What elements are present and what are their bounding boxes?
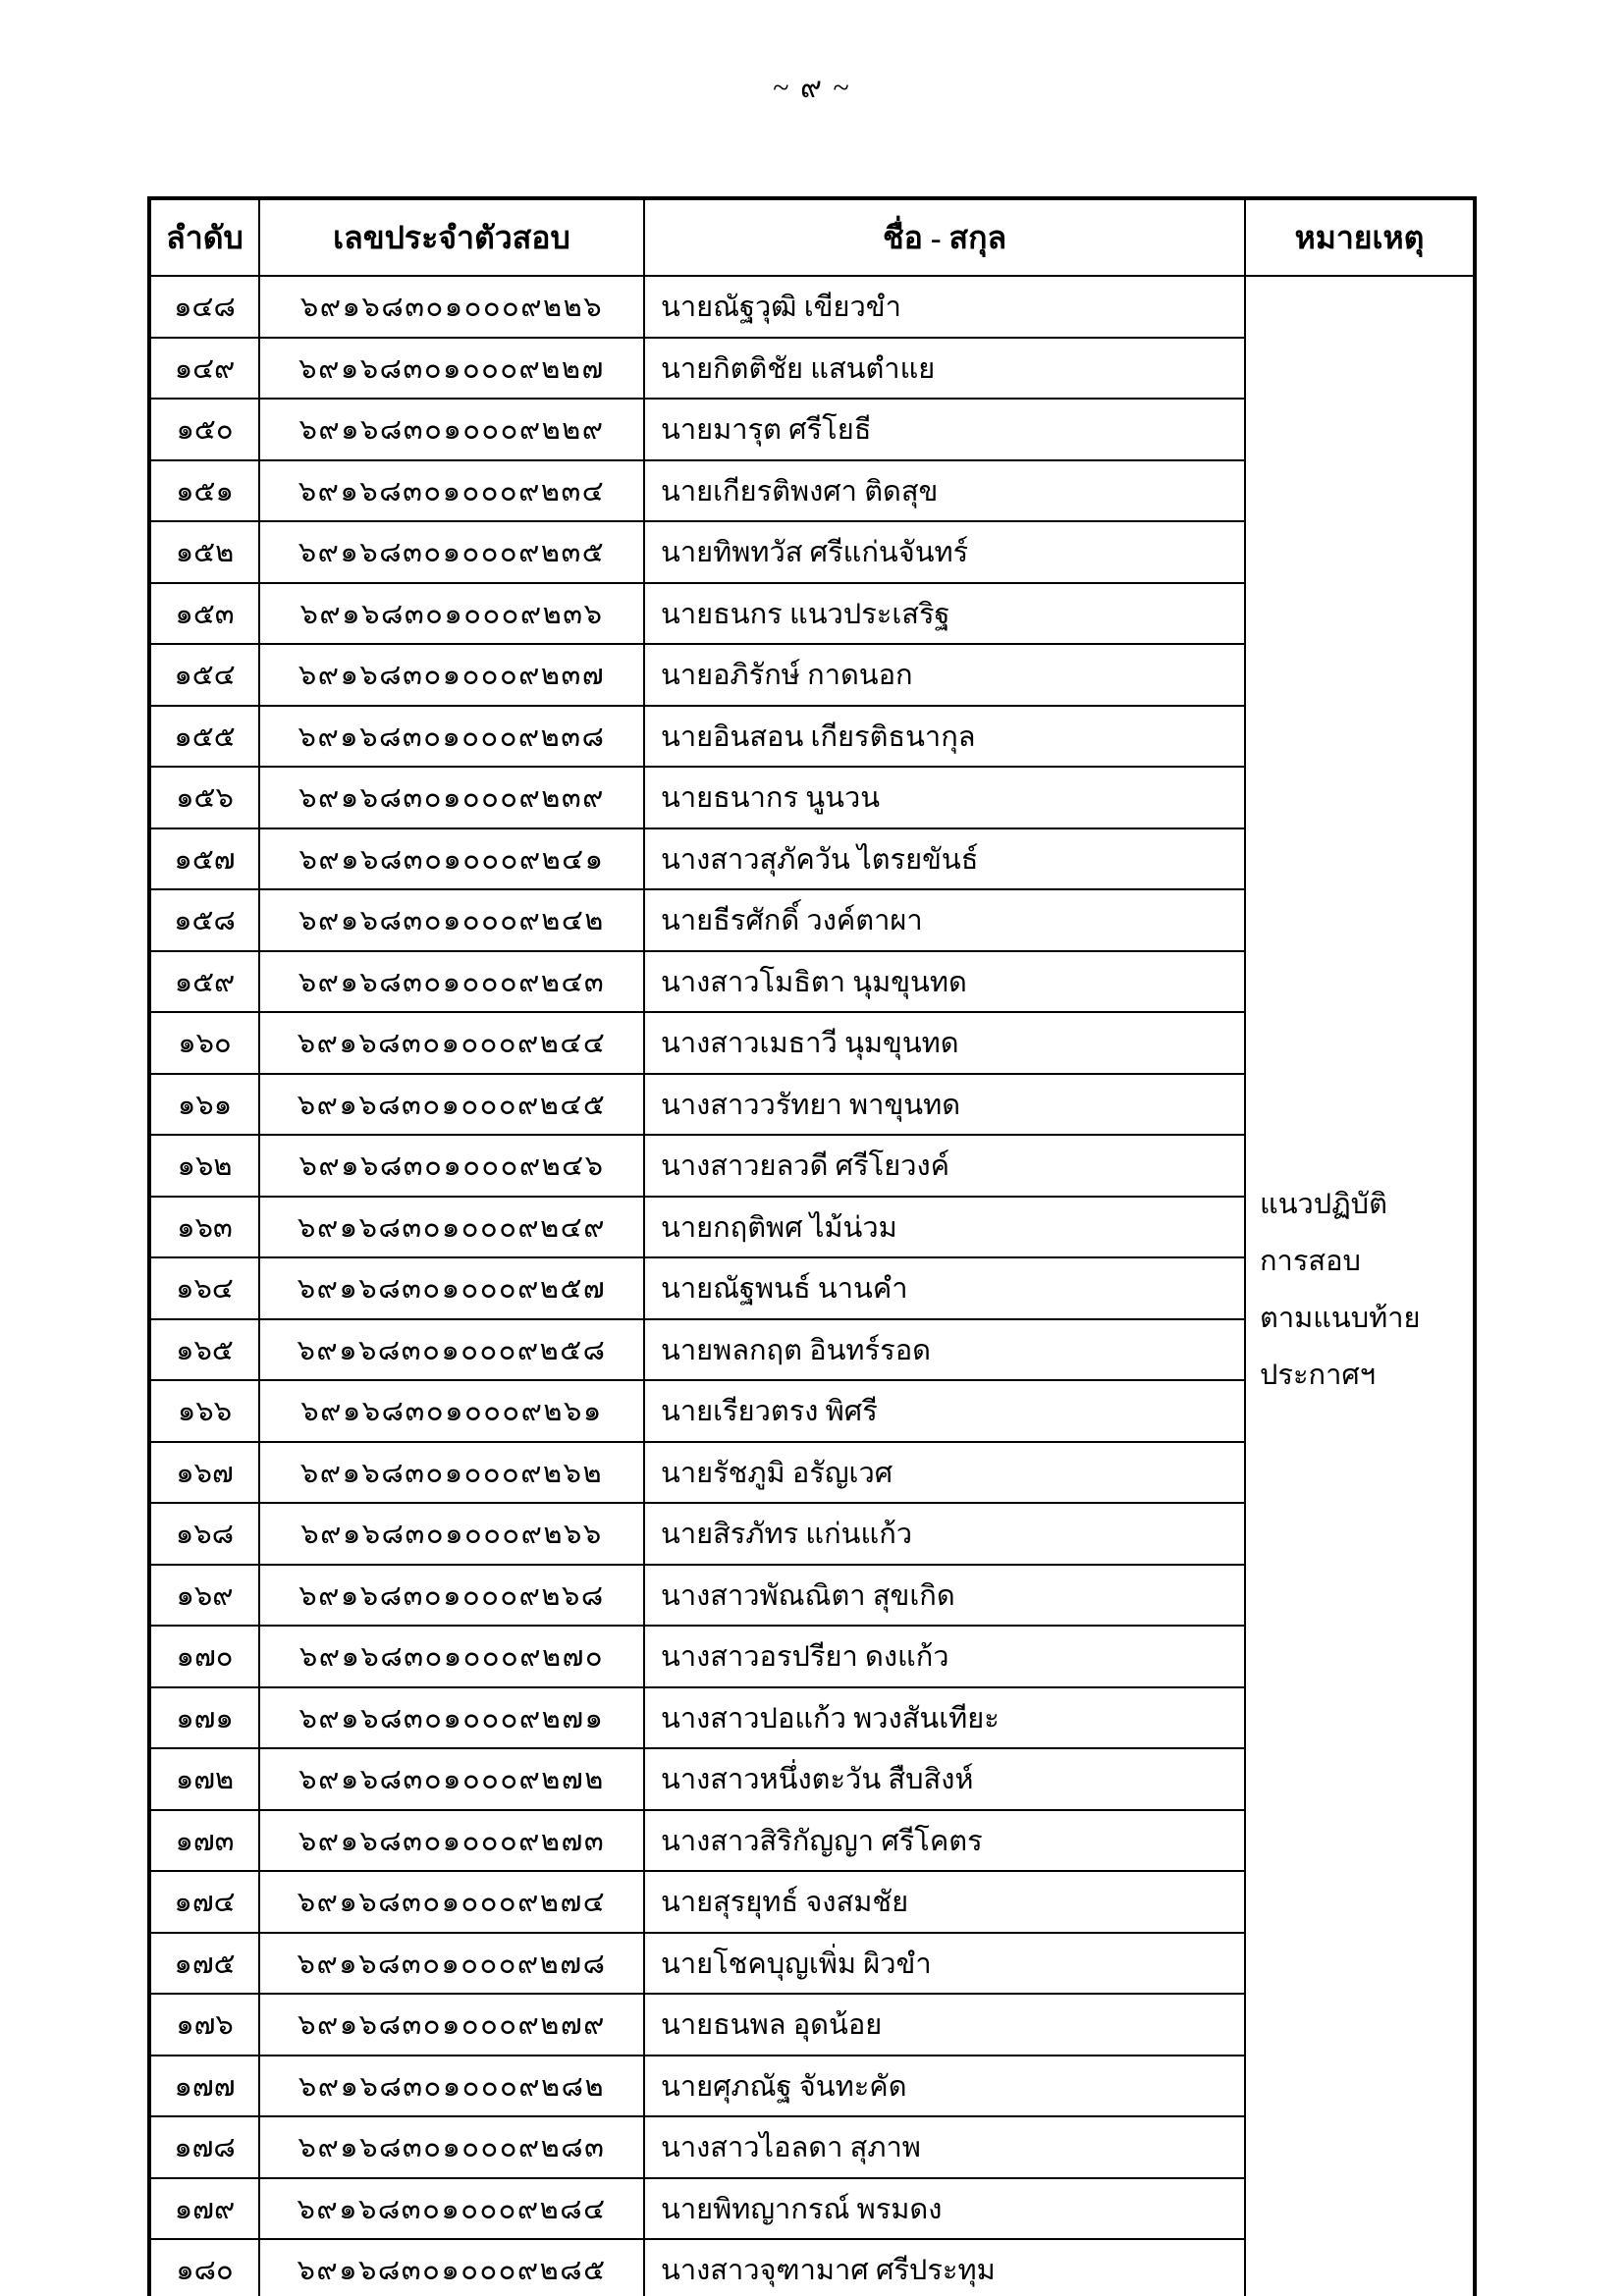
exam-id-cell: ๖๙๑๖๘๓๐๑๐๐๐๙๒๘๕	[259, 2239, 644, 2296]
exam-id-cell: ๖๙๑๖๘๓๐๑๐๐๐๙๒๖๖	[259, 1503, 644, 1565]
name-cell: นายเกียรติพงศา ติดสุข	[644, 460, 1245, 522]
exam-id-cell: ๖๙๑๖๘๓๐๑๐๐๐๙๒๔๙	[259, 1197, 644, 1258]
name-cell: นายธนกร แนวประเสริฐ	[644, 583, 1245, 645]
exam-id-cell: ๖๙๑๖๘๓๐๑๐๐๐๙๒๘๔	[259, 2178, 644, 2240]
order-cell: ๑๕๐	[149, 399, 259, 460]
order-cell: ๑๔๘	[149, 276, 259, 338]
order-cell: ๑๖๙	[149, 1565, 259, 1627]
order-cell: ๑๗๘	[149, 2116, 259, 2178]
order-cell: ๑๔๙	[149, 338, 259, 400]
order-cell: ๑๗๕	[149, 1933, 259, 1995]
name-cell: นางสาวสุภัควัน ไตรยขันธ์	[644, 828, 1245, 890]
name-cell: นายกิตติชัย แสนตำแย	[644, 338, 1245, 400]
order-cell: ๑๕๒	[149, 521, 259, 583]
exam-id-cell: ๖๙๑๖๘๓๐๑๐๐๐๙๒๒๗	[259, 338, 644, 400]
exam-id-cell: ๖๙๑๖๘๓๐๑๐๐๐๙๒๓๔	[259, 460, 644, 522]
name-cell: นายโชคบุญเพิ่ม ผิวขำ	[644, 1933, 1245, 1995]
exam-id-cell: ๖๙๑๖๘๓๐๑๐๐๐๙๒๕๗	[259, 1257, 644, 1319]
header-exam-id: เลขประจำตัวสอบ	[259, 198, 644, 276]
name-cell: นางสาวปอแก้ว พวงสันเทียะ	[644, 1687, 1245, 1749]
order-cell: ๑๗๒	[149, 1748, 259, 1810]
order-cell: ๑๕๘	[149, 889, 259, 951]
order-cell: ๑๖๒	[149, 1135, 259, 1197]
name-cell: นายศุภณัฐ จันทะคัด	[644, 2056, 1245, 2117]
order-cell: ๑๗๓	[149, 1810, 259, 1872]
name-cell: นางสาวเมธาวี นุมขุนทด	[644, 1012, 1245, 1074]
table-row	[149, 276, 1475, 338]
table-header-row	[149, 198, 1475, 276]
candidate-table	[147, 196, 1477, 2296]
header-remark: หมายเหตุ	[1245, 198, 1475, 276]
name-cell: นายทิพทวัส ศรีแก่นจันทร์	[644, 521, 1245, 583]
name-cell: นายมารุต ศรีโยธี	[644, 399, 1245, 460]
name-cell: นางสาววรัทยา พาขุนทด	[644, 1074, 1245, 1136]
order-cell: ๑๖๕	[149, 1319, 259, 1381]
exam-id-cell: ๖๙๑๖๘๓๐๑๐๐๐๙๒๔๓	[259, 951, 644, 1013]
order-cell: ๑๖๐	[149, 1012, 259, 1074]
remark-line: ประกาศฯ	[1260, 1360, 1377, 1392]
order-cell: ๑๘๐	[149, 2239, 259, 2296]
exam-id-cell: ๖๙๑๖๘๓๐๑๐๐๐๙๒๔๕	[259, 1074, 644, 1136]
name-cell: นางสาวโมธิตา นุมขุนทด	[644, 951, 1245, 1013]
order-cell: ๑๖๘	[149, 1503, 259, 1565]
exam-id-cell: ๖๙๑๖๘๓๐๑๐๐๐๙๒๖๑	[259, 1380, 644, 1442]
order-cell: ๑๕๓	[149, 583, 259, 645]
name-cell: นายธนากร นูนวน	[644, 767, 1245, 828]
order-cell: ๑๗๐	[149, 1626, 259, 1687]
order-cell: ๑๗๗	[149, 2056, 259, 2117]
remark-line: แนวปฏิบัติ	[1260, 1189, 1387, 1221]
name-cell: นายสิรภัทร แก่นแก้ว	[644, 1503, 1245, 1565]
name-cell: นายธีรศักดิ์ วงค์ตาผา	[644, 889, 1245, 951]
remark-cell	[1245, 276, 1475, 2296]
exam-id-cell: ๖๙๑๖๘๓๐๑๐๐๐๙๒๗๐	[259, 1626, 644, 1687]
exam-id-cell: ๖๙๑๖๘๓๐๑๐๐๐๙๒๘๓	[259, 2116, 644, 2178]
order-cell: ๑๗๙	[149, 2178, 259, 2240]
exam-id-cell: ๖๙๑๖๘๓๐๑๐๐๐๙๒๔๖	[259, 1135, 644, 1197]
header-name: ชื่อ - สกุล	[644, 198, 1245, 276]
exam-id-cell: ๖๙๑๖๘๓๐๑๐๐๐๙๒๗๓	[259, 1810, 644, 1872]
exam-id-cell: ๖๙๑๖๘๓๐๑๐๐๐๙๒๓๕	[259, 521, 644, 583]
remark-line: การสอบ	[1260, 1246, 1361, 1278]
name-cell: นายอภิรักษ์ กาดนอก	[644, 644, 1245, 706]
exam-id-cell: ๖๙๑๖๘๓๐๑๐๐๐๙๒๒๖	[259, 276, 644, 338]
exam-id-cell: ๖๙๑๖๘๓๐๑๐๐๐๙๒๖๘	[259, 1565, 644, 1627]
name-cell: นายเรียวตรง พิศรี	[644, 1380, 1245, 1442]
order-cell: ๑๗๔	[149, 1871, 259, 1933]
order-cell: ๑๖๔	[149, 1257, 259, 1319]
remark-line: ตามแนบท้าย	[1260, 1303, 1421, 1335]
exam-id-cell: ๖๙๑๖๘๓๐๑๐๐๐๙๒๗๔	[259, 1871, 644, 1933]
exam-id-cell: ๖๙๑๖๘๓๐๑๐๐๐๙๒๔๒	[259, 889, 644, 951]
name-cell: นายรัชภูมิ อรัญเวศ	[644, 1442, 1245, 1504]
name-cell: นายกฤติพศ ไม้น่วม	[644, 1197, 1245, 1258]
name-cell: นายสุรยุทธ์ จงสมชัย	[644, 1871, 1245, 1933]
name-cell: นางสาวหนึ่งตะวัน สืบสิงห์	[644, 1748, 1245, 1810]
exam-id-cell: ๖๙๑๖๘๓๐๑๐๐๐๙๒๓๖	[259, 583, 644, 645]
name-cell: นางสาวอรปรียา ดงแก้ว	[644, 1626, 1245, 1687]
exam-id-cell: ๖๙๑๖๘๓๐๑๐๐๐๙๒๔๔	[259, 1012, 644, 1074]
exam-id-cell: ๖๙๑๖๘๓๐๑๐๐๐๙๒๗๒	[259, 1748, 644, 1810]
exam-id-cell: ๖๙๑๖๘๓๐๑๐๐๐๙๒๓๘	[259, 706, 644, 768]
order-cell: ๑๕๗	[149, 828, 259, 890]
name-cell: นางสาวสิริกัญญา ศรีโคตร	[644, 1810, 1245, 1872]
name-cell: นายธนพล อุดน้อย	[644, 1994, 1245, 2056]
order-cell: ๑๗๑	[149, 1687, 259, 1749]
table-body	[149, 276, 1475, 2296]
order-cell: ๑๗๖	[149, 1994, 259, 2056]
exam-id-cell: ๖๙๑๖๘๓๐๑๐๐๐๙๒๕๘	[259, 1319, 644, 1381]
exam-id-cell: ๖๙๑๖๘๓๐๑๐๐๐๙๒๖๒	[259, 1442, 644, 1504]
order-cell: ๑๖๖	[149, 1380, 259, 1442]
name-cell: นางสาวจุฑามาศ ศรีประทุม	[644, 2239, 1245, 2296]
header-order: ลำดับ	[149, 198, 259, 276]
exam-id-cell: ๖๙๑๖๘๓๐๑๐๐๐๙๒๗๘	[259, 1933, 644, 1995]
order-cell: ๑๕๕	[149, 706, 259, 768]
name-cell: นายณัฐวุฒิ เขียวขำ	[644, 276, 1245, 338]
page-number: ~ ๙ ~	[773, 72, 851, 104]
name-cell: นายพิทญากรณ์ พรมดง	[644, 2178, 1245, 2240]
order-cell: ๑๕๔	[149, 644, 259, 706]
name-cell: นายพลกฤต อินทร์รอด	[644, 1319, 1245, 1381]
order-cell: ๑๖๓	[149, 1197, 259, 1258]
exam-id-cell: ๖๙๑๖๘๓๐๑๐๐๐๙๒๓๙	[259, 767, 644, 828]
order-cell: ๑๕๖	[149, 767, 259, 828]
exam-id-cell: ๖๙๑๖๘๓๐๑๐๐๐๙๒๘๒	[259, 2056, 644, 2117]
order-cell: ๑๕๙	[149, 951, 259, 1013]
name-cell: นางสาวยลวดี ศรีโยวงค์	[644, 1135, 1245, 1197]
exam-id-cell: ๖๙๑๖๘๓๐๑๐๐๐๙๒๒๙	[259, 399, 644, 460]
name-cell: นางสาวไอลดา สุภาพ	[644, 2116, 1245, 2178]
name-cell: นางสาวพัณณิตา สุขเกิด	[644, 1565, 1245, 1627]
order-cell: ๑๖๗	[149, 1442, 259, 1504]
exam-id-cell: ๖๙๑๖๘๓๐๑๐๐๐๙๒๓๗	[259, 644, 644, 706]
exam-id-cell: ๖๙๑๖๘๓๐๑๐๐๐๙๒๔๑	[259, 828, 644, 890]
order-cell: ๑๖๑	[149, 1074, 259, 1136]
order-cell: ๑๕๑	[149, 460, 259, 522]
exam-id-cell: ๖๙๑๖๘๓๐๑๐๐๐๙๒๗๑	[259, 1687, 644, 1749]
name-cell: นายณัฐพนธ์ นานคำ	[644, 1257, 1245, 1319]
name-cell: นายอินสอน เกียรติธนากุล	[644, 706, 1245, 768]
exam-id-cell: ๖๙๑๖๘๓๐๑๐๐๐๙๒๗๙	[259, 1994, 644, 2056]
